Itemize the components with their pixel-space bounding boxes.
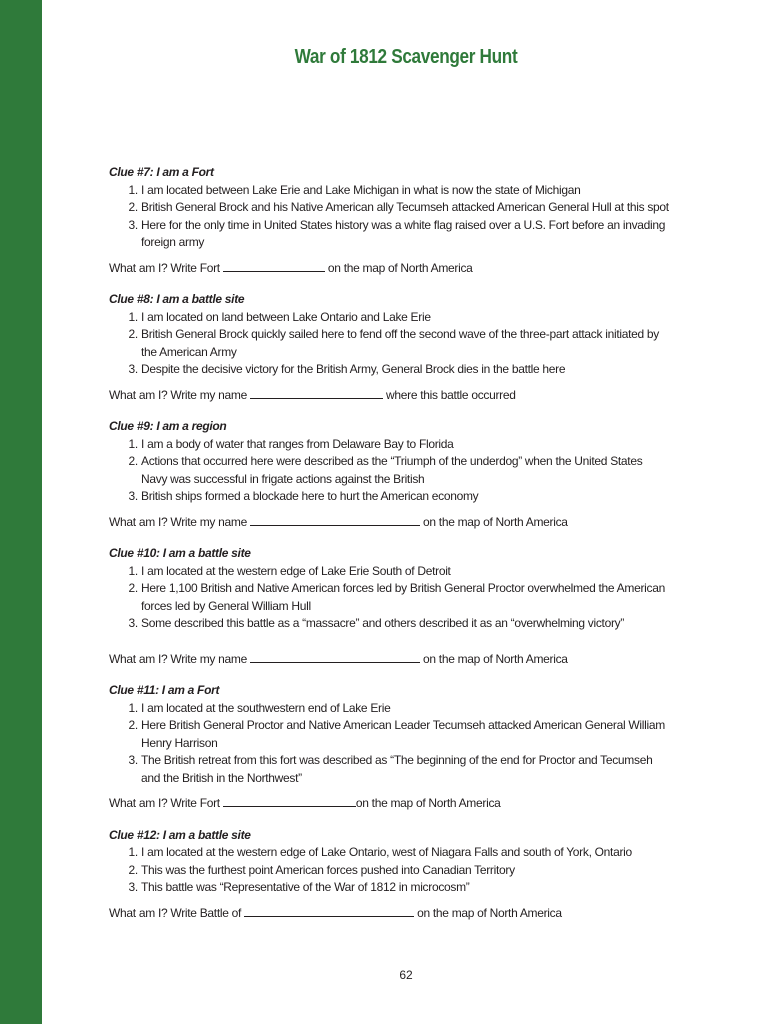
- clue-heading: Clue #7: I am a Fort: [109, 165, 214, 179]
- clue-list: [109, 700, 669, 788]
- clue-item: 1. I am located on land between Lake Ontario and Lake Erie: [141, 309, 669, 327]
- clue-item: 3. Some described this battle as a “massacre” and others described it as an “overwhelming victory”: [141, 615, 669, 633]
- prompt-text: What am I? Write my name: [109, 514, 250, 529]
- clue-9: [109, 418, 669, 531]
- clue-12: [109, 827, 669, 923]
- answer-blank[interactable]: [250, 514, 420, 526]
- answer-blank[interactable]: [250, 651, 420, 663]
- clue-heading: Clue #10: I am a battle site: [109, 546, 251, 560]
- clue-item: 2. Actions that occurred here were described as the “Triumph of the underdog” when the United States Navy was successful in frigate actions against the British: [141, 453, 669, 488]
- clue-list: [109, 436, 669, 506]
- clue-item: 2. Here British General Proctor and Native American Leader Tecumseh attacked American General William Henry Harrison: [141, 717, 669, 752]
- clue-item: 3. This battle was “Representative of the War of 1812 in microcosm”: [141, 879, 669, 897]
- clue-item: 1. I am located at the western edge of Lake Ontario, west of Niagara Falls and south of York, Ontario: [141, 844, 669, 862]
- clue-heading: Clue #11: I am a Fort: [109, 683, 220, 697]
- clue-10: [109, 545, 669, 668]
- answer-prompt: [109, 905, 669, 923]
- clue-list: [109, 309, 669, 379]
- green-sidebar-stripe: [0, 0, 42, 1024]
- answer-blank[interactable]: [244, 905, 414, 917]
- prompt-text: What am I? Write Fort: [109, 260, 223, 275]
- clue-item: 2. This was the furthest point American forces pushed into Canadian Territory: [141, 862, 669, 880]
- prompt-text: What am I? Write my name: [109, 651, 250, 666]
- answer-blank[interactable]: [250, 387, 383, 399]
- clue-heading: Clue #12: I am a battle site: [109, 827, 251, 842]
- clue-item: 3. Here for the only time in United States history was a white flag raised over a U.S. Fort before an invading foreign army: [141, 217, 669, 252]
- clue-list: [109, 844, 669, 897]
- prompt-text: What am I? Write my name: [109, 387, 250, 402]
- clue-list: [109, 182, 669, 252]
- prompt-suffix: on the map of North America: [355, 796, 501, 810]
- prompt-text: What am I? Write Fort: [109, 796, 223, 810]
- answer-blank[interactable]: [223, 260, 325, 272]
- answer-prompt: [109, 514, 669, 532]
- clue-list: [109, 563, 669, 633]
- clue-item: 1. I am a body of water that ranges from Delaware Bay to Florida: [141, 436, 669, 454]
- page-number: 62: [399, 968, 413, 982]
- prompt-suffix: on the map of North America: [419, 514, 568, 529]
- clue-heading: Clue #9: I am a region: [109, 419, 227, 433]
- clue-item: 1. I am located at the southwestern end of Lake Erie: [141, 700, 669, 718]
- clue-7: [109, 164, 669, 277]
- clue-item: 1. I am located between Lake Erie and Lake Michigan in what is now the state of Michigan: [141, 182, 669, 200]
- clue-item: 2. Here 1,100 British and Native American forces led by British General Proctor overwhelmed the American forces led by General William Hull: [141, 580, 669, 615]
- answer-prompt: [109, 651, 669, 669]
- clue-item: 3. The British retreat from this fort was described as “The beginning of the end for Proctor and Tecumseh and the British in the Northwest”: [141, 752, 669, 787]
- answer-prompt: [109, 387, 669, 405]
- prompt-suffix: on the map of North America: [324, 260, 473, 275]
- prompt-suffix: on the map of North America: [414, 905, 562, 920]
- clue-8: [109, 291, 669, 404]
- answer-prompt: [109, 795, 669, 813]
- clues-container: [109, 164, 669, 936]
- answer-prompt: [109, 260, 669, 278]
- clue-item: 2. British General Brock quickly sailed here to fend off the second wave of the three-part attack initiated by the American Army: [141, 326, 669, 361]
- prompt-text: What am I? Write Battle of: [109, 905, 245, 920]
- clue-item: 1. I am located at the western edge of Lake Erie South of Detroit: [141, 563, 669, 581]
- clue-item: 3. Despite the decisive victory for the British Army, General Brock dies in the battle here: [141, 361, 669, 379]
- clue-item: 2. British General Brock and his Native American ally Tecumseh attacked American General Hull at this spot: [141, 199, 669, 217]
- clue-heading: Clue #8: I am a battle site: [109, 292, 245, 306]
- page-title: War of 1812 Scavenger Hunt: [294, 46, 518, 68]
- clue-item: 3. British ships formed a blockade here to hurt the American economy: [141, 488, 669, 506]
- prompt-suffix: where this battle occurred: [382, 387, 516, 402]
- clue-11: [109, 682, 669, 813]
- answer-blank[interactable]: [223, 795, 356, 807]
- prompt-suffix: on the map of North America: [419, 651, 568, 666]
